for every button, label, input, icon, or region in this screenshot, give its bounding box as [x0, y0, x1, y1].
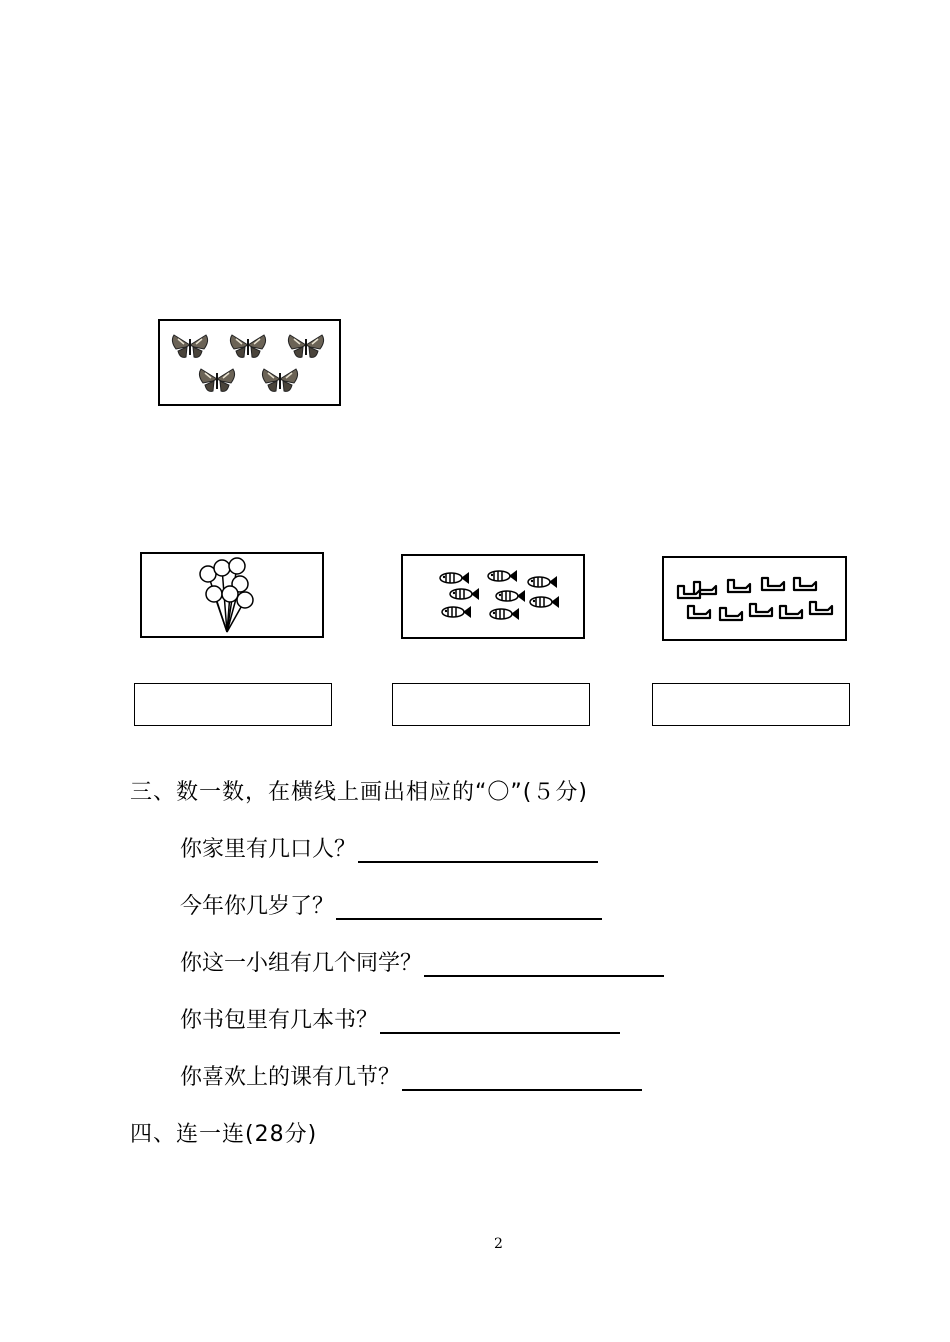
balloons-picture-box	[140, 552, 324, 638]
answer-box-ducks[interactable]	[652, 683, 850, 726]
question-text: 你家里有几口人？	[180, 837, 357, 862]
balloons-image	[142, 554, 322, 636]
question-books	[180, 1003, 620, 1034]
page-number: 2	[494, 1236, 503, 1252]
question-group	[180, 946, 664, 977]
question-text: 你书包里有几本书？	[180, 1008, 379, 1033]
fish-picture-box	[401, 554, 585, 639]
ducks-image	[664, 558, 845, 639]
answer-blank[interactable]	[336, 896, 602, 920]
answer-blank[interactable]	[380, 1010, 620, 1034]
question-text: 你喜欢上的课有几节？	[180, 1065, 401, 1090]
butterfly-picture-box	[158, 319, 341, 406]
question-age	[180, 889, 602, 920]
answer-box-fish[interactable]	[392, 683, 590, 726]
question-text: 今年你几岁了？	[180, 894, 335, 919]
question-text: 你这一小组有几个同学？	[180, 951, 423, 976]
answer-blank[interactable]	[402, 1067, 642, 1091]
answer-blank[interactable]	[424, 953, 664, 977]
section-three-title: 三、数一数，在横线上画出相应的“〇”(５分)	[130, 780, 588, 805]
question-lessons	[180, 1060, 642, 1091]
question-family	[180, 832, 598, 863]
answer-box-balloons[interactable]	[134, 683, 332, 726]
answer-blank[interactable]	[358, 839, 598, 863]
section-four-title: 四、连一连(28分)	[130, 1122, 318, 1147]
butterfly-image	[160, 321, 339, 404]
ducks-picture-box	[662, 556, 847, 641]
fish-image	[403, 556, 583, 637]
